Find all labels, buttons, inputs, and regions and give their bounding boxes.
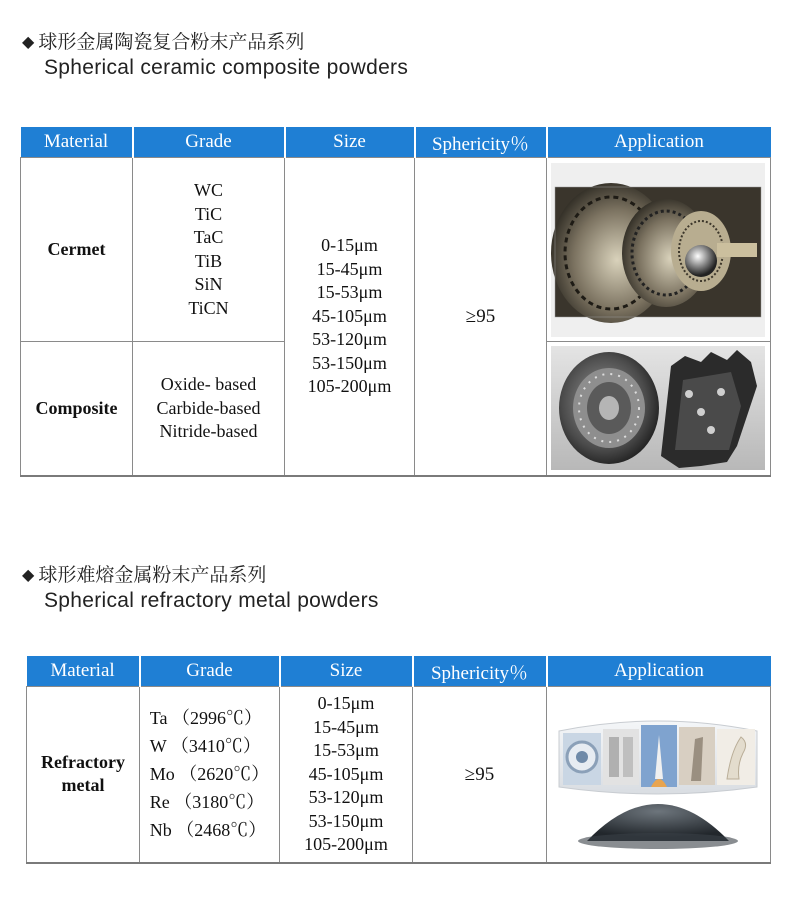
header-material: Material <box>21 127 133 158</box>
application-image-cell <box>547 158 771 342</box>
ceramic-composite-table <box>20 127 771 477</box>
grade-list <box>133 158 285 342</box>
size-item: 15-53μm <box>316 282 383 302</box>
table-row <box>21 158 771 342</box>
sphericity-value: ≥95 <box>413 687 547 863</box>
material-cermet: Cermet <box>21 158 133 342</box>
header-sphericity: Sphericity％ <box>415 127 547 158</box>
turbine-engine-image <box>551 163 765 337</box>
section2-title <box>22 563 379 615</box>
size-item: 105-200μm <box>304 834 388 854</box>
size-item: 0-15μm <box>317 693 375 713</box>
diamond-icon: ◆ <box>22 565 35 584</box>
size-item: 0-15μm <box>321 235 378 255</box>
grade-list <box>140 687 280 863</box>
section1-title <box>22 30 408 82</box>
refractory-metal-table <box>26 656 771 864</box>
header-application: Application <box>547 127 771 158</box>
header-size: Size <box>280 656 413 687</box>
header-material: Material <box>27 656 140 687</box>
grade-item: TiCN <box>188 297 229 318</box>
header-grade: Grade <box>140 656 280 687</box>
size-item: 15-45μm <box>313 716 379 737</box>
powder-applications-image <box>551 691 765 857</box>
header-sphericity: Sphericity％ <box>413 656 547 687</box>
section2-title-cn: 球形难熔金属粉末产品系列 <box>38 564 267 586</box>
size-item: 45-105μm <box>312 305 387 326</box>
size-list <box>285 158 415 476</box>
grade-item: TiC <box>194 203 223 224</box>
grade-item: Oxide- based <box>160 374 257 394</box>
size-item: 15-45μm <box>316 258 383 279</box>
section1-title-en: Spherical ceramic composite powders <box>44 56 409 79</box>
table-header-row <box>21 127 771 158</box>
material-composite: Composite <box>21 342 133 476</box>
header-grade: Grade <box>133 127 285 158</box>
header-size: Size <box>285 127 415 158</box>
grade-list <box>133 342 285 476</box>
size-item: 105-200μm <box>307 376 392 396</box>
grade-item: TaC <box>193 227 224 247</box>
grade-item: SiN <box>194 274 223 294</box>
grade-item: Mo （2620℃） <box>149 764 270 785</box>
section1-title-cn: 球形金属陶瓷复合粉末产品系列 <box>38 31 305 53</box>
grade-item: TiB <box>194 250 223 271</box>
grade-item: Carbide-based <box>156 397 261 418</box>
size-item: 53-120μm <box>312 329 387 349</box>
sphericity-value: ≥95 <box>415 158 547 476</box>
grade-item: Nb （2468℃） <box>149 820 267 841</box>
grade-item: W （3410℃） <box>149 736 261 757</box>
application-image-cell <box>547 687 771 863</box>
brake-disc-gear-image <box>551 346 765 470</box>
size-item: 53-120μm <box>308 787 384 807</box>
table-row <box>27 687 771 863</box>
grade-item: Re （3180℃） <box>149 792 265 813</box>
size-list <box>280 687 413 863</box>
material-refractory-metal: Refractory metal <box>27 687 140 863</box>
size-item: 53-150μm <box>308 810 384 831</box>
size-item: 53-150μm <box>312 352 387 373</box>
size-item: 15-53μm <box>313 740 379 760</box>
table-header-row <box>27 656 771 687</box>
diamond-icon: ◆ <box>22 32 35 51</box>
header-application: Application <box>547 656 771 687</box>
section2-title-en: Spherical refractory metal powders <box>44 589 379 612</box>
grade-item: Nitride-based <box>159 421 258 441</box>
grade-item: Ta （2996℃） <box>149 708 262 729</box>
grade-item: WC <box>194 180 223 200</box>
size-item: 45-105μm <box>308 763 384 784</box>
application-image-cell <box>547 342 771 476</box>
